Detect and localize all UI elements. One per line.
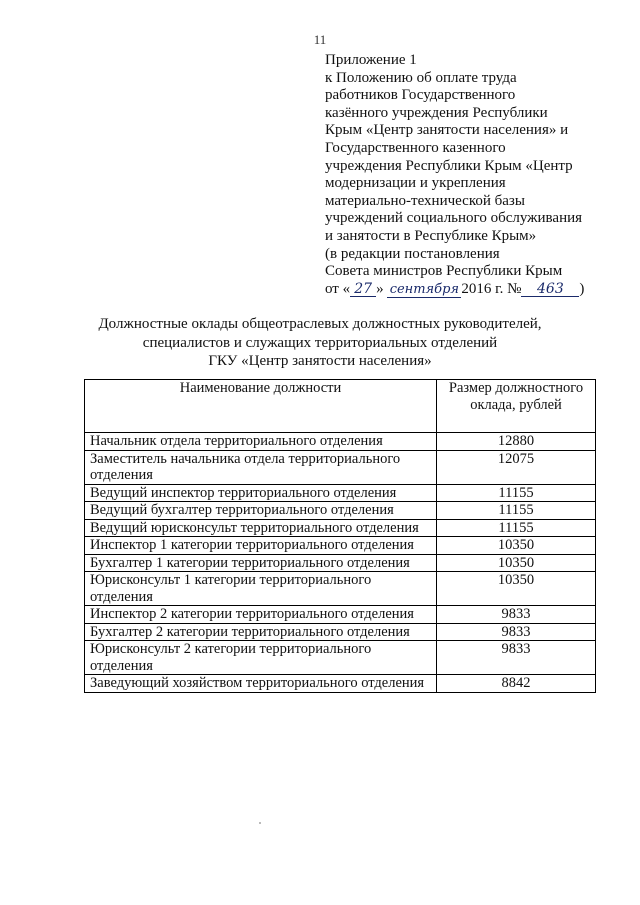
position-name: Инспектор 1 категории территориального отделения	[85, 537, 437, 555]
table-row	[85, 450, 596, 484]
position-name: Инспектор 2 категории территориального отделения	[85, 606, 437, 624]
table-row	[85, 502, 596, 520]
salary-value: 11155	[437, 519, 596, 537]
date-suffix: )	[579, 280, 585, 297]
appendix-line: казённого учреждения Республики	[325, 104, 548, 121]
table-row	[85, 623, 596, 641]
position-name: Бухгалтер 1 категории территориального отделения	[85, 554, 437, 572]
appendix-line: (в редакции постановления	[325, 245, 500, 262]
appendix-line: Совета министров Республики Крым	[325, 263, 563, 280]
appendix-line: и занятости в Республике Крым»	[325, 227, 537, 244]
page-number: 11	[313, 32, 327, 47]
position-name: Заместитель начальника отдела территориального отделения	[85, 450, 437, 484]
appendix-line: модернизации и укрепления	[325, 175, 506, 192]
header-position-name: Наименование должности	[85, 380, 437, 433]
table-row	[85, 519, 596, 537]
table-row	[85, 572, 596, 606]
salary-value: 9833	[437, 641, 596, 675]
position-name: Юрисконсульт 2 категории территориального отделения	[85, 641, 437, 675]
handwritten-resolution-number: 463	[521, 282, 579, 297]
table-row	[85, 675, 596, 693]
appendix-line: учреждения Республики Крым «Центр	[325, 157, 573, 174]
handwritten-day: 27	[350, 282, 376, 297]
salary-value: 10350	[437, 537, 596, 555]
date-year: 2016 г. №	[461, 280, 522, 297]
salary-value: 8842	[437, 675, 596, 693]
appendix-line: работников Государственного	[325, 87, 516, 104]
salary-value: 11155	[437, 484, 596, 502]
position-name: Заведующий хозяйством территориального отделения	[85, 675, 437, 693]
salary-table	[84, 379, 596, 693]
position-name: Ведущий инспектор территориального отделения	[85, 484, 437, 502]
salary-value: 10350	[437, 554, 596, 572]
position-name: Бухгалтер 2 категории территориального отделения	[85, 623, 437, 641]
resolution-date-line	[325, 281, 625, 299]
appendix-line: учреждений социального обслуживания	[325, 210, 583, 227]
table-row	[85, 554, 596, 572]
header-salary: Размер должностного оклада, рублей	[437, 380, 596, 433]
position-name: Начальник отдела территориального отделения	[85, 433, 437, 451]
position-name: Ведущий бухгалтер территориального отделения	[85, 502, 437, 520]
salary-value: 10350	[437, 572, 596, 606]
appendix-line: Государственного казенного	[325, 139, 506, 156]
scan-speck	[259, 822, 261, 824]
salary-value: 12075	[437, 450, 596, 484]
table-header-row	[85, 380, 596, 433]
heading-line: специалистов и служащих территориальных отделений	[142, 334, 498, 351]
table-row	[85, 537, 596, 555]
table-row	[85, 606, 596, 624]
position-name: Юрисконсульт 1 категории территориального отделения	[85, 572, 437, 606]
heading-line: ГКУ «Центр занятости населения»	[208, 353, 432, 369]
salary-value: 12880	[437, 433, 596, 451]
handwritten-month: сентября	[387, 283, 461, 298]
appendix-block	[325, 52, 625, 298]
date-prefix: от «	[325, 280, 351, 297]
salary-value: 9833	[437, 606, 596, 624]
appendix-line: материально-технической базы	[325, 192, 525, 209]
heading-line: Должностные оклады общеотраслевых должностных руководителей,	[98, 316, 542, 332]
appendix-line: к Положению об оплате труда	[325, 69, 517, 86]
salary-value: 9833	[437, 623, 596, 641]
appendix-line: Крым «Центр занятости населения» и	[325, 122, 569, 139]
table-row	[85, 641, 596, 675]
position-name: Ведущий юрисконсульт территориального отделения	[85, 519, 437, 537]
appendix-line: Приложение 1	[325, 52, 417, 68]
date-mid: »	[376, 280, 384, 297]
document-heading	[60, 315, 580, 371]
table-row	[85, 484, 596, 502]
salary-value: 11155	[437, 502, 596, 520]
table-row	[85, 433, 596, 451]
